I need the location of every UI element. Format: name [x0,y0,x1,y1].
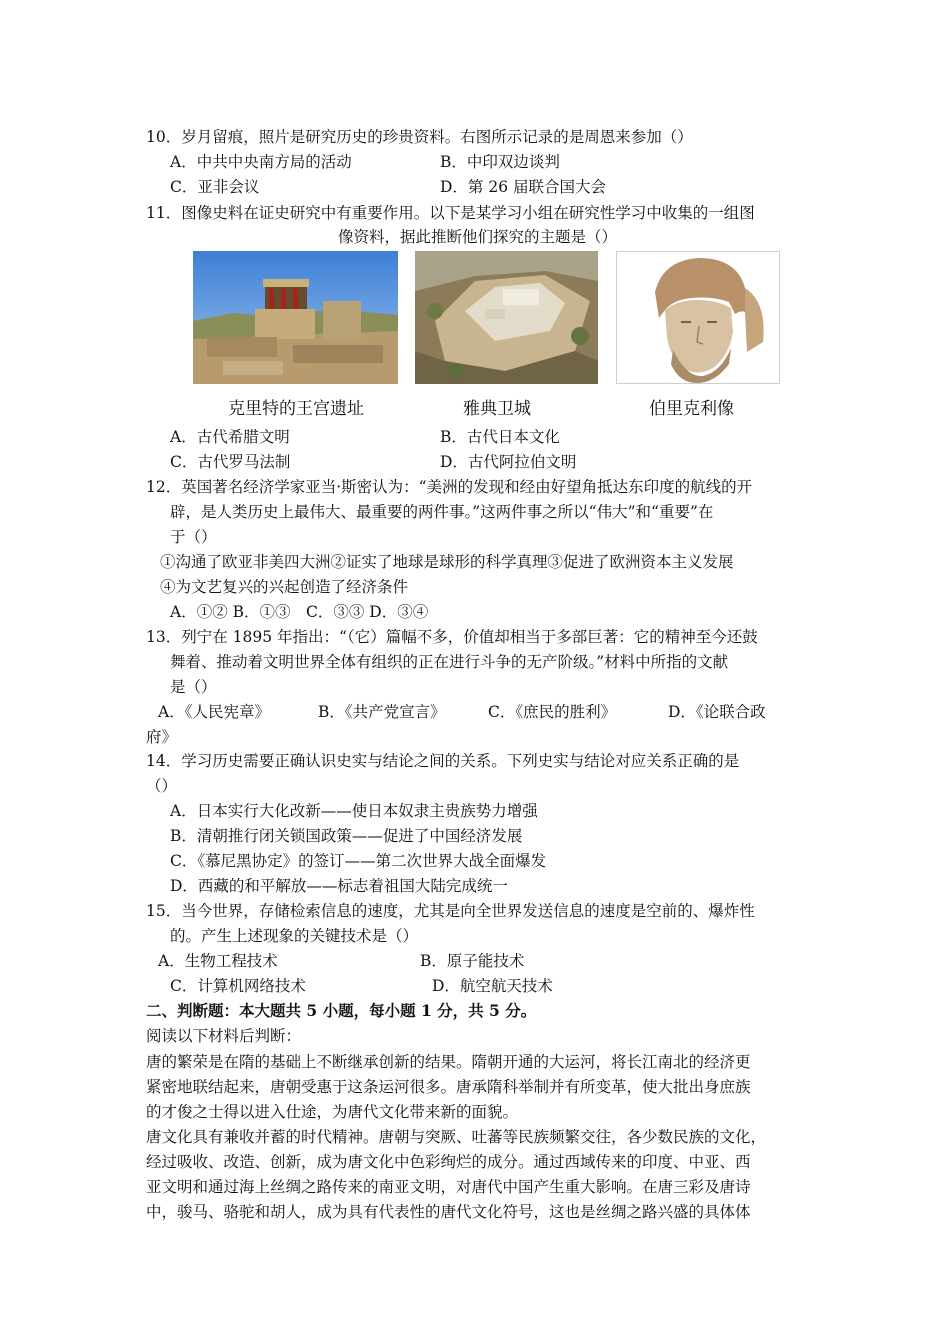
q11-option-a: A．古代希腊文明 [170,428,290,446]
q12-options: A．①② B．①③ C．③③ D．③④ [170,603,429,621]
caption-acropolis: 雅典卫城 [463,399,531,419]
material-p1-line3: 的才俊之士得以进入仕途，为唐代文化带来新的面貌。 [146,1103,519,1121]
pericles-bust-photo [616,251,780,384]
material-p2-line2: 经过吸收、改造、创新，成为唐文化中色彩绚烂的成分。通过西域传来的印度、中亚、西 [146,1153,751,1171]
material-p1-line1: 唐的繁荣是在隋的基础上不断继承创新的结果。隋朝开通的大运河，将长江南北的经济更 [146,1053,751,1071]
q10-option-b: B．中印双边谈判 [440,153,560,171]
q12-line2: 辟，是人类历史上最伟大、最重要的两件事。”这两件事之所以“伟大”和“重要”在 [170,503,714,521]
q15-line1: 15．当今世界，存储检索信息的速度，尤其是向全世界发送信息的速度是空前的、爆炸性 [146,902,755,920]
q12-line5: ④为文艺复兴的兴起创造了经济条件 [160,578,409,596]
q14-line1: 14．学习历史需要正确认识史实与结论之间的关系。下列史实与结论对应关系正确的是 [146,752,740,770]
q13-line2: 舞着、推动着文明世界全体有组织的正在进行斗争的无产阶级。”材料中所指的文献 [170,653,729,671]
q10-option-a: A．中共中央南方局的活动 [170,153,352,171]
q12-line4: ①沟通了欧亚非美四大洲②证实了地球是球形的科学真理③促进了欧洲资本主义发展 [160,553,734,571]
caption-knossos: 克里特的王宫遗址 [228,399,364,419]
q14-option-b: B．清朝推行闭关锁国政策——促进了中国经济发展 [170,827,523,845]
knossos-palace-photo [193,251,398,384]
q11-stem-line2: 像资料，据此推断他们探究的主题是（） [338,228,618,246]
q11-option-d: D．古代阿拉伯文明 [440,453,577,471]
section2-intro: 阅读以下材料后判断： [146,1027,302,1045]
q13-option-d: D．《论联合政 [668,703,766,721]
q14-option-c: C．《慕尼黑协定》的签订——第二次世界大战全面爆发 [170,852,547,870]
q14-option-a: A．日本实行大化改新——使日本奴隶主贵族势力增强 [170,802,538,820]
q10-stem: 10．岁月留痕，照片是研究历史的珍贵资料。右图所示记录的是周恩来参加（） [146,128,693,146]
material-p2-line4: 中，骏马、骆驼和胡人，成为具有代表性的唐代文化符号，这也是丝绸之路兴盛的具体体 [146,1203,751,1221]
q13-option-a: A．《人民宪章》 [158,703,270,721]
q15-option-b: B．原子能技术 [420,952,525,970]
caption-pericles: 伯里克利像 [649,399,734,419]
q15-line2: 的。产生上述现象的关键技术是（） [170,927,419,945]
q13-line1: 13．列宁在 1895 年指出：“（它）篇幅不多，价值却相当于多部巨著：它的精神至今还鼓 [146,628,758,646]
material-p2-line1: 唐文化具有兼收并蓄的时代精神。唐朝与突厥、吐蕃等民族频繁交往，各少数民族的文化， [146,1128,767,1146]
q15-option-d: D．航空航天技术 [432,977,553,995]
q10-option-d: D．第 26 届联合国大会 [440,178,607,196]
q15-option-c: C．计算机网络技术 [170,977,306,995]
q13-option-b: B．《共产党宣言》 [318,703,446,721]
q13-line3: 是（） [170,678,217,696]
q11-option-c: C．古代罗马法制 [170,453,291,471]
material-p2-line3: 亚文明和通过海上丝绸之路传来的南亚文明，对唐代中国产生重大影响。在唐三彩及唐诗 [146,1178,751,1196]
q13-option-d-cont: 府》 [146,728,178,746]
q15-option-a: A．生物工程技术 [158,952,278,970]
q11-option-b: B．古代日本文化 [440,428,560,446]
q12-line1: 12．英国著名经济学家亚当·斯密认为：“美洲的发现和经由好望角抵达东印度的航线的开 [146,478,753,496]
q11-stem-line1: 11．图像史料在证史研究中有重要作用。以下是某学习小组在研究性学习中收集的一组图 [146,204,755,222]
q12-line3: 于（） [170,528,217,546]
section2-heading: 二、判断题：本大题共 5 小题，每小题 1 分，共 5 分。 [146,1001,537,1020]
q10-option-c: C．亚非会议 [170,178,260,196]
athens-acropolis-photo [415,251,598,384]
q13-option-c: C．《庶民的胜利》 [488,703,617,721]
material-p1-line2: 紧密地联结起来，唐朝受惠于这条运河很多。唐承隋科举制并有所变革，使大批出身庶族 [146,1078,751,1096]
q14-option-d: D．西藏的和平解放——标志着祖国大陆完成统一 [170,877,508,895]
q14-line2: （） [146,777,178,795]
